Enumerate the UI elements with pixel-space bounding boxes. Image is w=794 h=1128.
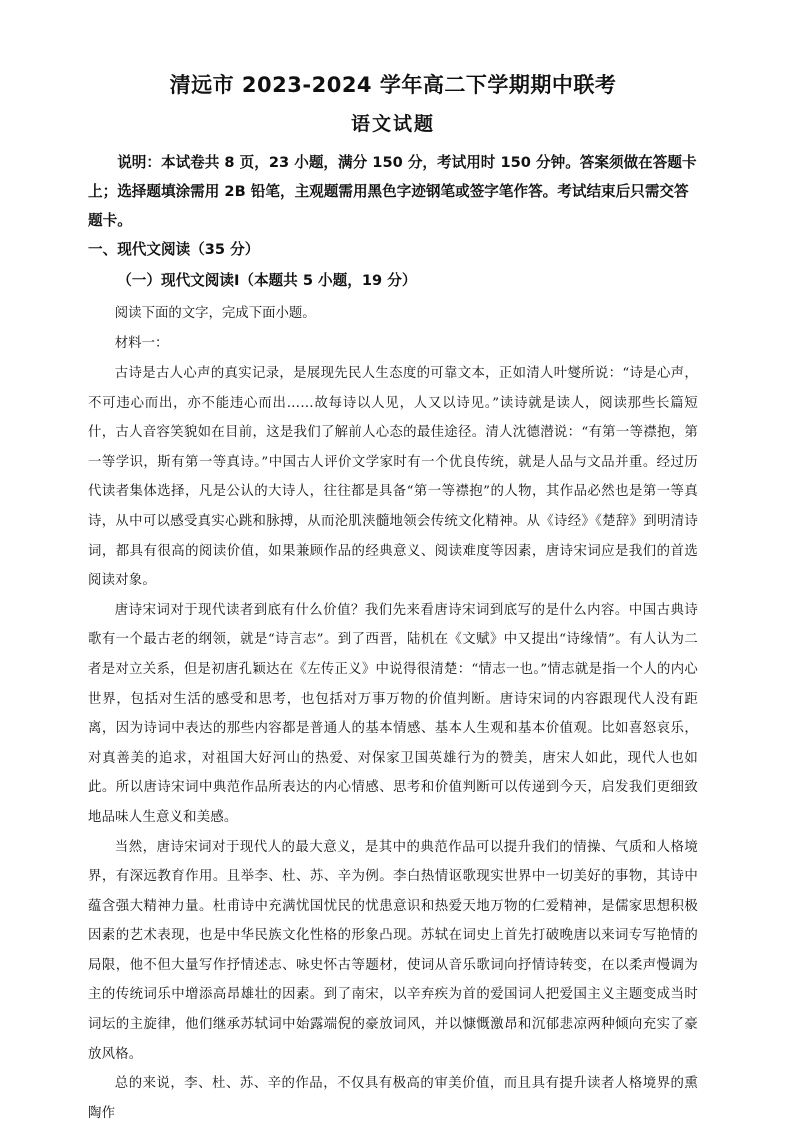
reading-instruction: 阅读下面的文字，完成下面小题。	[114, 306, 316, 321]
passage-paragraph: 总的来说，李、杜、苏、辛的作品，不仅具有极高的审美价值，而且具有提升读者人格境界的熏陶作	[88, 1076, 698, 1121]
section-heading: 一、现代文阅读（35 分）	[88, 241, 260, 258]
exam-subtitle: 语文试题	[350, 113, 435, 135]
passage-paragraph: 唐诗宋词对于现代读者到底有什么价值？我们先来看唐诗宋词到底写的是什么内容。中国古典诗歌有一个最古老的纲领，就是“诗言志”。到了西晋，陆机在《文赋》中又提出“诗缘情”。有人认为二者是对立关系，但是初唐孔颖达在《左传正义》中说得很清楚：“情志一也。”情志就是指一个人的内心世界，包括对生活的感受和思考，也包括对万事万物的价值判断。唐诗宋词的内容跟现代人没有距离，因为诗词中表达的那些内容都是普通人的基本情感、基本人生观和基本价值观。比如喜怒哀乐，对真善美的追求，对祖国大好河山的热爱、对保家卫国英雄行为的赞美，唐宋人如此，现代人也如此。所以唐诗宋词中典范作品所表达的内心情感、思考和价值判断可以传递到今天，启发我们更细致地品味人生意义和美感。	[88, 602, 698, 825]
exam-title: 清远市 2023-2024 学年高二下学期期中联考	[169, 73, 617, 97]
exam-notice: 说明：本试卷共 8 页，23 小题，满分 150 分，考试用时 150 分钟。答案须做在答题卡上；选择题填涂需用 2B 铅笔，主观题需用黑色字迹钢笔或签字笔作答。考试结束后只需交答题卡。	[88, 154, 697, 229]
passage-body	[88, 359, 698, 1128]
sub-section-heading: （一）现代文阅读Ⅰ（本题共 5 小题，19 分）	[117, 272, 417, 289]
passage-paragraph: 当然，唐诗宋词对于现代人的最大意义，是其中的典范作品可以提升我们的情操、气质和人格境界，有深远教育作用。且举李、杜、苏、辛为例。李白热情讴歌现实世界中一切美好的事物，其诗中蕴含强大精神力量。杜甫诗中充满忧国忧民的忧患意识和热爱天地万物的仁爱精神，是儒家思想积极因素的艺术表现，也是中华民族文化性格的形象凸现。苏轼在词史上首先打破晚唐以来词专写艳情的局限，他不但大量写作抒情述志、咏史怀古等题材，使词从音乐歌词向抒情诗转变，在以柔声慢调为主的传统词乐中增添高昂雄壮的因素。到了南宋，以辛弃疾为首的爱国词人把爱国主义主题变成当时词坛的主旋律，他们继承苏轼词中始露端倪的豪放词风，并以慷慨激昂和沉郁悲凉两种倾向充实了豪放风格。	[88, 839, 698, 1062]
passage-paragraph: 古诗是古人心声的真实记录，是展现先民人生态度的可靠文本，正如清人叶燮所说：“诗是心声，不可违心而出，亦不能违心而出……故每诗以人见，人又以诗见。”读诗就是读人，阅读那些长篇短什，古人音容笑貌如在目前，这是我们了解前人心态的最佳途径。清人沈德潜说：“有第一等襟抱，第一等学识，斯有第一等真诗。”中国古人评价文学家时有一个优良传统，就是人品与文品并重。经过历代读者集体选择，凡是公认的大诗人，往往都是具备“第一等襟抱”的人物，其作品必然也是第一等真诗，从中可以感受真实心跳和脉搏，从而沦肌浃髓地领会传统文化精神。从《诗经》《楚辞》到明清诗词，都具有很高的阅读价值，如果兼顾作品的经典意义、阅读难度等因素，唐诗宋词应是我们的首选阅读对象。	[88, 366, 698, 589]
material-label: 材料一：	[114, 336, 169, 351]
